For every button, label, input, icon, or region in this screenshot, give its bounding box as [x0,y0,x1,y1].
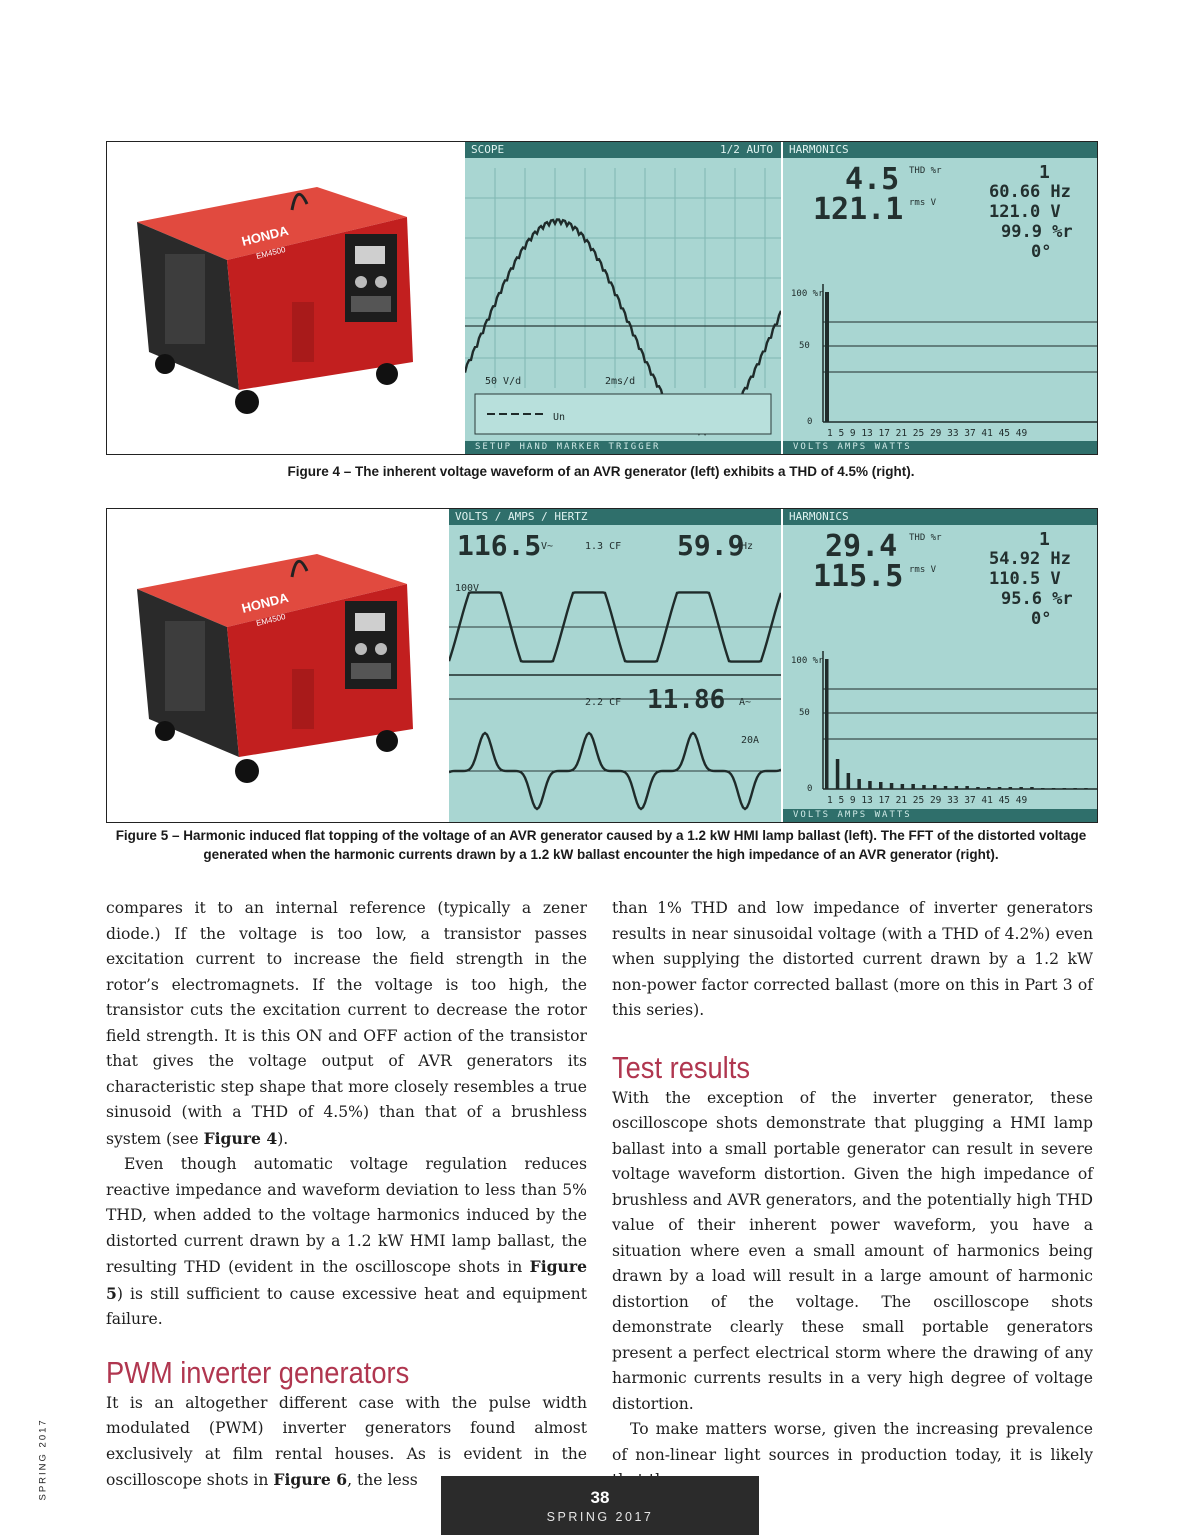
figure-4-reference: Figure 4 [203,1128,278,1148]
harmonic-bar [1041,788,1045,789]
axis-0-label: 0 [807,417,813,427]
rms-label: rms V [909,565,937,575]
time-per-div: 2ms/d [605,376,636,387]
fundamental-freq: 54.92 Hz [989,549,1071,569]
right-column [612,896,1093,1494]
harmonic-bar [890,783,894,789]
thd-value: 29.4 [825,529,898,564]
harmonic-ticks: 1 5 9 13 17 21 25 29 33 37 41 45 49 [827,795,1028,806]
harmonic-bar [998,787,1002,789]
harmonics-screen [783,142,1097,454]
fundamental-bar [825,292,829,422]
scope-mode: 1/2 AUTO [720,143,773,156]
harmonics-footer: VOLTS AMPS WATTS [783,809,1097,822]
harmonic-bar [879,782,883,789]
harmonic-bar [868,781,872,789]
axis-50-label: 50 [799,341,810,351]
fundamental-pct: 99.9 %r [1001,222,1073,242]
current-scale: 20A [741,735,760,746]
harmonic-index: 1 [1039,162,1050,183]
harmonic-bar [933,785,937,789]
axis-50-label: 50 [799,708,810,718]
paragraph: than 1% THD and low impedance of inverter generators results in near sinusoidal voltage (with a THD of 4.2%) even when supplying the distorted current drawn by a 1.2 kW non-power factor corrected ballast (more on this in Part 3 of this series). [612,899,1093,1019]
paragraph: It is an altogether different case with the pulse width modulated (PWM) inverter generators found almost exclusively at film rental houses. As is evident in the oscilloscope shots in Figure 6, the less [106,1393,587,1489]
crest-factor-voltage: 1.3 CF [585,541,622,552]
axis-100-label: 100 %r [791,289,824,299]
section-heading-test-results: Test results [612,1049,750,1085]
generator-illustration [107,509,449,822]
scope-header [465,142,781,158]
harmonics-spectrum [783,264,1097,440]
figure-4 [106,141,1098,455]
figure-5-caption: Figure 5 – Harmonic induced flat topping of the voltage of an AVR generator caused by a 1.2 kW HMI lamp ballast (left). The FFT of the distorted voltage generated when the harmonic currents drawn by a 1.2 kW ballast encounter the high impedance of an AVR generator (right). [115,828,1087,862]
volts-per-div: 50 V/d [485,376,522,387]
harmonic-bar [1009,787,1013,789]
thd-label: THD %r [909,166,942,176]
harmonic-bar [1063,788,1067,789]
left-column [106,896,587,1494]
vah-waveforms [449,509,781,822]
harmonics-spectrum [783,631,1097,807]
rms-value: 121.1 [813,192,904,227]
figure-4-caption: Figure 4 – The inherent voltage waveform of an AVR generator (left) exhibits a THD of 4.5% (right). [287,464,915,479]
harmonic-bar [1084,788,1088,789]
paragraph: To make matters worse, given the increasing prevalence of non-linear light sources in production today, it is likely [612,1420,1093,1464]
harmonic-bar [847,773,851,789]
harmonic-bar [976,787,980,789]
vah-header: VOLTS / AMPS / HERTZ [449,509,781,525]
harmonic-bar [1019,787,1023,789]
axis-100-label: 100 %r [791,656,824,666]
issue-label: SPRING 2017 [546,1510,654,1524]
rms-label: rms V [909,198,937,208]
harmonic-bar [955,786,959,789]
section-heading-pwm: PWM inverter generators [106,1354,410,1390]
model-label: EM4500 [255,244,287,261]
model-label: EM4500 [255,611,287,628]
paragraph: Even though automatic voltage regulation reduces reactive impedance and waveform deviation to less than 5% THD, when added to the voltage harmonics induced by the distorted current drawn by a 1.2 kW HMI lamp ballast, the resulting THD (evident in the oscilloscope shots in Figure 5) is still sufficient to cause excessive heat and equipment failure. [106,1155,587,1328]
fundamental-freq: 60.66 Hz [989,182,1071,202]
ref-label: Un [553,412,566,423]
harmonic-bar [944,786,948,789]
brand-label: HONDA [240,222,290,249]
fundamental-phase: 0° [1031,242,1052,262]
harmonic-bar [965,786,969,789]
axis-0-label: 0 [807,784,813,794]
harmonic-bars [825,659,1088,789]
figure-5-reference: Figure 5 [106,1257,587,1303]
harmonic-ticks: 1 5 9 13 17 21 25 29 33 37 41 45 49 [827,428,1028,439]
volts-reading: 116.5 [457,529,542,562]
paragraph: With the exception of the inverter generator, these oscilloscope shots demonstrate that plugging a HMI lamp ballast into a small portable generator can result in severe voltage waveform distortion. Given the high impedance of brushless and AVR generators, and the potentially high THD value of their inherent power waveform, you have a situation where even a small amount of harmonics being drawn by a load will result in a large amount of harmonic distortion of the voltage. The oscilloscope shots demonstrate clearly these small portable generators present a perfect electrical storm where the drawing of any harmonic currents results in a very high degree of voltage distortion. [612,1088,1093,1413]
harmonic-bar [922,785,926,789]
harmonic-bar [836,759,840,789]
fundamental-phase: 0° [1031,609,1052,629]
page-number: 38 [590,1488,610,1507]
harmonics-header: HARMONICS [783,509,1097,525]
harmonic-bar [901,784,905,789]
fundamental-volts: 121.0 V [989,202,1061,222]
oscilloscope-screen [465,142,781,454]
harmonic-bar [1073,788,1077,789]
harmonics-footer: VOLTS AMPS WATTS [783,441,1097,454]
side-issue-label: SPRING 2017 [37,1418,49,1501]
generator-photo [107,142,465,454]
rms-value: 115.5 [813,559,904,594]
harmonic-index: 1 [1039,529,1050,550]
hz-reading: 59.9 [677,529,745,562]
generator-photo [107,509,449,822]
hz-unit: Hz [741,541,754,552]
voltage-scale: 100V [455,583,480,594]
amps-reading: 11.86 [647,685,726,715]
fundamental-volts: 110.5 V [989,569,1061,589]
paragraph: compares it to an internal reference (typically a zener diode.) If the voltage is too low, a transistor passes excitation current to increase the field strength in the rotor’s electromagnets. If the voltage is too high, the transistor cuts the excitation current to decrease the rotor field strength. It is this ON and OFF action of the transistor that gives the voltage output of AVR generators its characteristic step shape that more closely resembles a true sinusoid (with a THD of 4.5%) than that of a brushless system (see Figure 4). [106,899,587,1148]
harmonics-header: HARMONICS [783,142,1097,158]
harmonics-screen [783,509,1097,822]
amps-unit: A~ [739,697,752,708]
harmonic-bar [911,784,915,789]
fundamental-pct: 95.6 %r [1001,589,1073,609]
figure-6-reference: Figure 6 [273,1470,348,1489]
voltage-waveform-plot [465,158,781,441]
harmonic-bar [987,787,991,789]
harmonic-bar [857,779,861,789]
scope-title: SCOPE [471,143,505,156]
thd-value: 4.5 [845,162,900,197]
crest-factor-current: 2.2 CF [585,697,622,708]
harmonic-bar [1030,787,1034,789]
thd-label: THD %r [909,533,942,543]
figure-5 [106,508,1098,823]
scope-footer: SETUP HAND MARKER TRIGGER [465,441,781,454]
generator-illustration [107,142,465,454]
volts-amps-hertz-screen [449,509,781,822]
harmonic-bar [1052,788,1056,789]
harmonic-bar [825,659,829,789]
page-footer [441,1476,759,1535]
brand-label: HONDA [240,589,290,616]
volts-unit: V~ [541,541,554,552]
